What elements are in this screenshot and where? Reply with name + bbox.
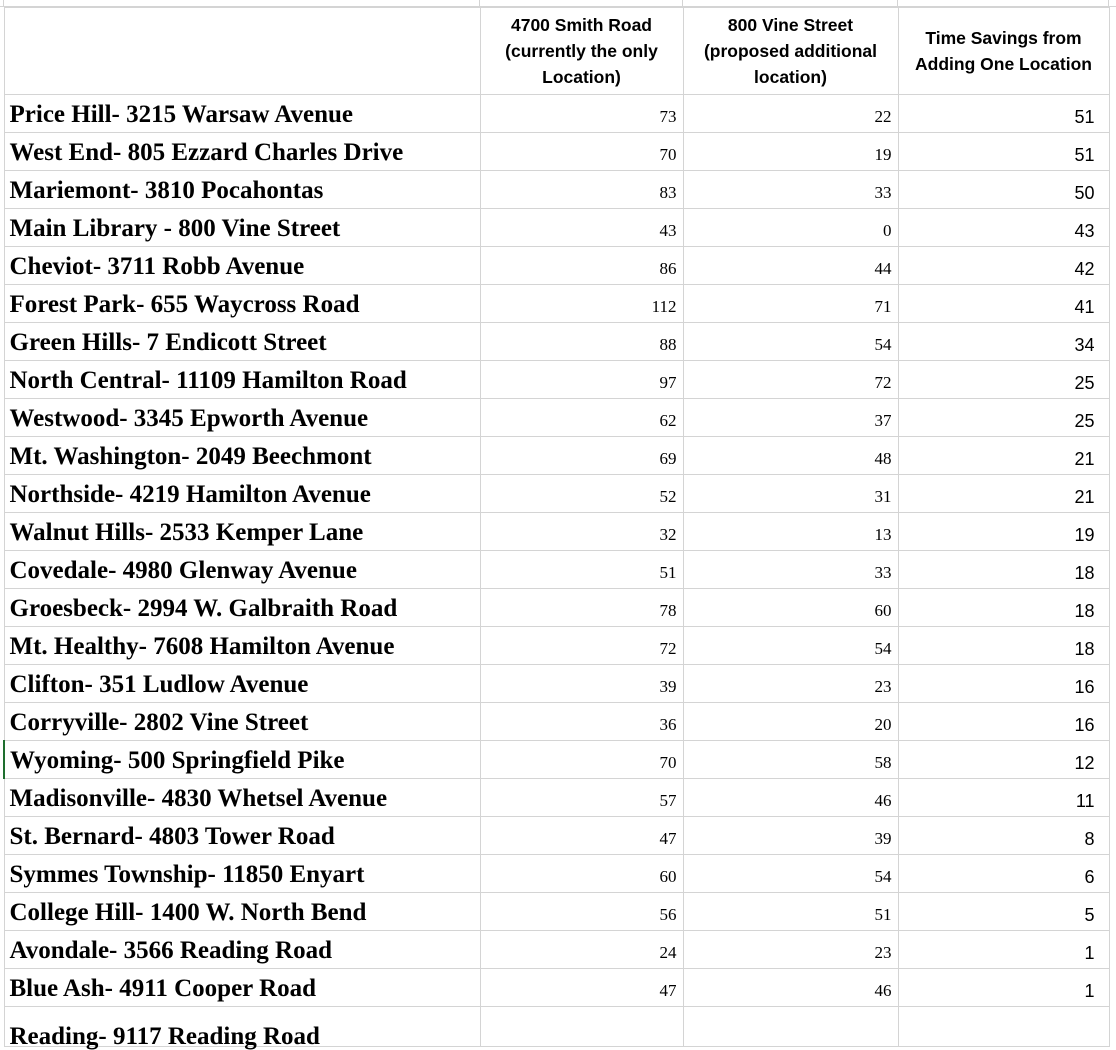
vine-street-time-cell[interactable]: 0 xyxy=(683,209,898,247)
table-row xyxy=(4,627,1109,665)
table-row xyxy=(4,817,1109,855)
column-divider-tick xyxy=(3,0,4,7)
time-savings-cell[interactable]: 6 xyxy=(898,855,1109,893)
vine-street-time-cell[interactable]: 22 xyxy=(683,95,898,133)
table-row-partial xyxy=(4,1007,1109,1047)
branch-name-cell[interactable]: Mt. Washington- 2049 Beechmont xyxy=(4,437,480,475)
time-savings-cell[interactable]: 41 xyxy=(898,285,1109,323)
branch-name-cell[interactable]: Main Library - 800 Vine Street xyxy=(4,209,480,247)
time-savings-cell[interactable]: 19 xyxy=(898,513,1109,551)
column-divider-tick xyxy=(897,0,898,7)
time-savings-cell[interactable]: 21 xyxy=(898,437,1109,475)
vine-street-time-cell[interactable]: 46 xyxy=(683,969,898,1007)
vine-street-time-cell[interactable]: 51 xyxy=(683,893,898,931)
smith-road-time-cell[interactable]: 70 xyxy=(480,133,683,171)
branch-name-cell[interactable]: Mt. Healthy- 7608 Hamilton Avenue xyxy=(4,627,480,665)
smith-road-time-cell[interactable]: 43 xyxy=(480,209,683,247)
branch-name-cell[interactable]: West End- 805 Ezzard Charles Drive xyxy=(4,133,480,171)
time-savings-cell[interactable]: 16 xyxy=(898,665,1109,703)
vine-street-time-cell[interactable]: 31 xyxy=(683,475,898,513)
vine-street-time-cell[interactable]: 33 xyxy=(683,171,898,209)
vine-street-time-cell[interactable]: 20 xyxy=(683,703,898,741)
table-row xyxy=(4,969,1109,1007)
empty-cell[interactable] xyxy=(683,1007,898,1047)
smith-road-time-cell[interactable]: 39 xyxy=(480,665,683,703)
time-savings-cell[interactable]: 8 xyxy=(898,817,1109,855)
branch-name-cell[interactable]: North Central- 11109 Hamilton Road xyxy=(4,361,480,399)
time-savings-cell[interactable]: 21 xyxy=(898,475,1109,513)
vine-street-time-cell[interactable]: 13 xyxy=(683,513,898,551)
vine-street-time-cell[interactable]: 48 xyxy=(683,437,898,475)
branch-name-cell[interactable]: Mariemont- 3810 Pocahontas xyxy=(4,171,480,209)
branch-name-cell[interactable]: Covedale- 4980 Glenway Avenue xyxy=(4,551,480,589)
table-row xyxy=(4,741,1109,779)
smith-road-time-cell[interactable]: 62 xyxy=(480,399,683,437)
smith-road-time-cell[interactable]: 83 xyxy=(480,171,683,209)
smith-road-time-cell[interactable]: 70 xyxy=(480,741,683,779)
table-row xyxy=(4,931,1109,969)
table-row xyxy=(4,589,1109,627)
branch-name-cell[interactable]: Madisonville- 4830 Whetsel Avenue xyxy=(4,779,480,817)
branch-name-cell[interactable]: Avondale- 3566 Reading Road xyxy=(4,931,480,969)
sheet-top-edge xyxy=(0,0,1116,7)
table-row xyxy=(4,665,1109,703)
branch-name-cell[interactable]: Price Hill- 3215 Warsaw Avenue xyxy=(4,95,480,133)
table-row xyxy=(4,855,1109,893)
table-row xyxy=(4,361,1109,399)
table-row xyxy=(4,551,1109,589)
smith-road-time-cell[interactable]: 47 xyxy=(480,969,683,1007)
vine-street-time-cell[interactable]: 46 xyxy=(683,779,898,817)
time-savings-cell[interactable]: 16 xyxy=(898,703,1109,741)
smith-road-time-cell[interactable]: 78 xyxy=(480,589,683,627)
branch-name-cell[interactable]: Corryville- 2802 Vine Street xyxy=(4,703,480,741)
time-savings-cell[interactable]: 11 xyxy=(898,779,1109,817)
empty-cell[interactable] xyxy=(898,1007,1109,1047)
column-divider-tick xyxy=(1108,0,1109,7)
vine-street-time-cell[interactable]: 33 xyxy=(683,551,898,589)
smith-road-time-cell[interactable]: 52 xyxy=(480,475,683,513)
smith-road-time-cell[interactable]: 57 xyxy=(480,779,683,817)
time-savings-cell[interactable]: 18 xyxy=(898,627,1109,665)
time-savings-cell[interactable]: 1 xyxy=(898,969,1109,1007)
branch-name-cell[interactable]: Clifton- 351 Ludlow Avenue xyxy=(4,665,480,703)
smith-road-time-cell[interactable]: 60 xyxy=(480,855,683,893)
table-row xyxy=(4,171,1109,209)
smith-road-time-cell[interactable]: 24 xyxy=(480,931,683,969)
vine-street-time-cell[interactable]: 54 xyxy=(683,855,898,893)
empty-cell[interactable] xyxy=(480,1007,683,1047)
branch-name-cell[interactable]: Groesbeck- 2994 W. Galbraith Road xyxy=(4,589,480,627)
header-smith-road[interactable]: 4700 Smith Road (currently the only Location) xyxy=(480,8,683,95)
table-row xyxy=(4,703,1109,741)
smith-road-time-cell[interactable]: 32 xyxy=(480,513,683,551)
header-row xyxy=(4,8,1109,95)
vine-street-time-cell[interactable]: 23 xyxy=(683,931,898,969)
branch-name-cell[interactable]: Northside- 4219 Hamilton Avenue xyxy=(4,475,480,513)
time-savings-cell[interactable]: 50 xyxy=(898,171,1109,209)
column-divider-tick xyxy=(479,0,480,7)
branch-name-cell[interactable]: Wyoming- 500 Springfield Pike xyxy=(4,741,480,779)
data-table xyxy=(3,7,1110,1050)
table-row xyxy=(4,95,1109,133)
smith-road-time-cell[interactable]: 56 xyxy=(480,893,683,931)
table-row xyxy=(4,209,1109,247)
table-row xyxy=(4,285,1109,323)
vine-street-time-cell[interactable]: 54 xyxy=(683,323,898,361)
time-savings-cell[interactable]: 51 xyxy=(898,133,1109,171)
vine-street-time-cell[interactable]: 23 xyxy=(683,665,898,703)
branch-name-cell[interactable]: Westwood- 3345 Epworth Avenue xyxy=(4,399,480,437)
smith-road-time-cell[interactable]: 86 xyxy=(480,247,683,285)
smith-road-time-cell[interactable]: 72 xyxy=(480,627,683,665)
time-savings-cell[interactable]: 34 xyxy=(898,323,1109,361)
partial-row-text: Reading- 9117 Reading Road xyxy=(9,1022,320,1050)
smith-road-time-cell[interactable]: 97 xyxy=(480,361,683,399)
vine-street-time-cell[interactable]: 37 xyxy=(683,399,898,437)
time-savings-cell[interactable]: 51 xyxy=(898,95,1109,133)
table-row xyxy=(4,437,1109,475)
table-row xyxy=(4,779,1109,817)
time-savings-cell[interactable]: 43 xyxy=(898,209,1109,247)
smith-road-time-cell[interactable]: 69 xyxy=(480,437,683,475)
branch-name-cell[interactable] xyxy=(4,1007,480,1050)
smith-road-time-cell[interactable]: 73 xyxy=(480,95,683,133)
vine-street-time-cell[interactable]: 54 xyxy=(683,627,898,665)
branch-name-cell[interactable]: Forest Park- 655 Waycross Road xyxy=(4,285,480,323)
smith-road-time-cell[interactable]: 51 xyxy=(480,551,683,589)
vine-street-time-cell[interactable]: 19 xyxy=(683,133,898,171)
time-savings-cell[interactable]: 12 xyxy=(898,741,1109,779)
table-row xyxy=(4,247,1109,285)
column-divider-tick xyxy=(682,0,683,7)
branch-name-cell[interactable]: Blue Ash- 4911 Cooper Road xyxy=(4,969,480,1007)
table-row xyxy=(4,323,1109,361)
time-savings-cell[interactable]: 5 xyxy=(898,893,1109,931)
branch-name-cell[interactable]: College Hill- 1400 W. North Bend xyxy=(4,893,480,931)
header-cell-empty[interactable] xyxy=(4,8,480,95)
vine-street-time-cell[interactable]: 58 xyxy=(683,741,898,779)
branch-name-cell[interactable]: St. Bernard- 4803 Tower Road xyxy=(4,817,480,855)
smith-road-time-cell[interactable]: 36 xyxy=(480,703,683,741)
branch-name-cell[interactable]: Green Hills- 7 Endicott Street xyxy=(4,323,480,361)
time-savings-cell[interactable]: 1 xyxy=(898,931,1109,969)
vine-street-time-cell[interactable]: 72 xyxy=(683,361,898,399)
time-savings-cell[interactable]: 18 xyxy=(898,589,1109,627)
time-savings-cell[interactable]: 25 xyxy=(898,361,1109,399)
table-row xyxy=(4,133,1109,171)
time-savings-cell[interactable]: 18 xyxy=(898,551,1109,589)
branch-name-cell[interactable]: Symmes Township- 11850 Enyart xyxy=(4,855,480,893)
vine-street-time-cell[interactable]: 39 xyxy=(683,817,898,855)
time-savings-cell[interactable]: 25 xyxy=(898,399,1109,437)
header-vine-street[interactable]: 800 Vine Street (proposed additional location) xyxy=(683,8,898,95)
smith-road-time-cell[interactable]: 47 xyxy=(480,817,683,855)
table-row xyxy=(4,399,1109,437)
table-row xyxy=(4,893,1109,931)
vine-street-time-cell[interactable]: 60 xyxy=(683,589,898,627)
time-savings-cell[interactable]: 42 xyxy=(898,247,1109,285)
table-row xyxy=(4,513,1109,551)
header-time-savings[interactable]: Time Savings from Adding One Location xyxy=(898,8,1109,95)
branch-name-cell[interactable]: Walnut Hills- 2533 Kemper Lane xyxy=(4,513,480,551)
vine-street-time-cell[interactable]: 44 xyxy=(683,247,898,285)
smith-road-time-cell[interactable]: 112 xyxy=(480,285,683,323)
vine-street-time-cell[interactable]: 71 xyxy=(683,285,898,323)
table-row xyxy=(4,475,1109,513)
smith-road-time-cell[interactable]: 88 xyxy=(480,323,683,361)
branch-name-cell[interactable]: Cheviot- 3711 Robb Avenue xyxy=(4,247,480,285)
